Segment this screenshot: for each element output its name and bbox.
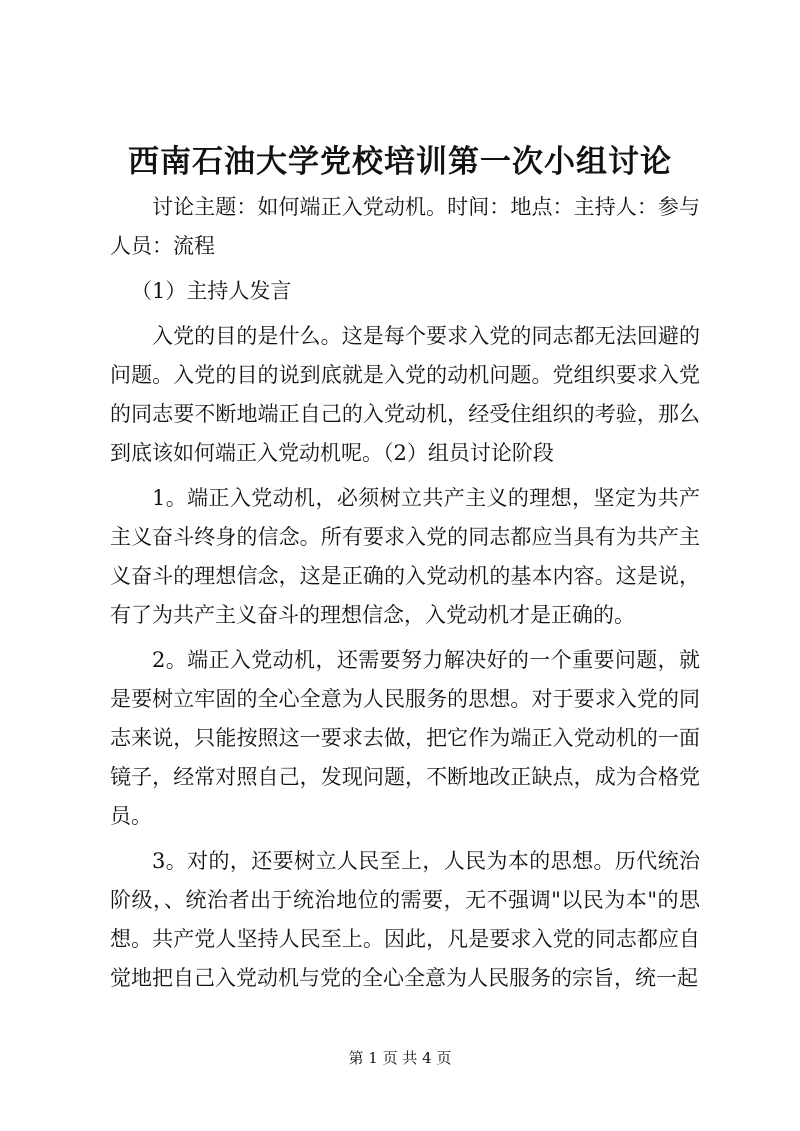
paragraph-purpose: 入党的目的是什么。这是每个要求入党的同志都无法回避的问题。入党的目的说到底就是入党的动机问题。党组织要求入党的同志要不断地端正自己的入党动机，经受住组织的考验，那么到底该如何端正入党动机呢。（2）组员讨论阶段 bbox=[110, 324, 700, 465]
document-body bbox=[110, 188, 700, 998]
paragraph-point-3: 3。对的，还要树立人民至上，人民为本的思想。历代统治阶级，、统治者出于统治地位的需要，无不强调"以民为本"的思想。共产党人坚持人民至上。因此，凡是要求入党的同志都应自觉地把自己入党动机与党的全心全意为人民服务的宗旨，统一起 bbox=[110, 849, 700, 990]
page-number-footer: 第 1 页 共 4 页 bbox=[348, 1049, 452, 1067]
paragraph-point-1: 1。端正入党动机，必须树立共产主义的理想，坚定为共产主义奋斗终身的信念。所有要求入党的同志都应当具有为共产主义奋斗的理想信念，这是正确的入党动机的基本内容。这是说，有了为共产主义奋斗的理想信念，入党动机才是正确的。 bbox=[110, 486, 700, 627]
paragraph-point-2: 2。端正入党动机，还需要努力解决好的一个重要问题，就是要树立牢固的全心全意为人民服务的思想。对于要求入党的同志来说，只能按照这一要求去做，把它作为端正入党动机的一面镜子，经常对照自己，发现问题，不断地改正缺点，成为合格党员。 bbox=[110, 648, 700, 828]
document-title: 西南石油大学党校培训第一次小组讨论 bbox=[128, 144, 672, 180]
paragraph-host-speech: （1）主持人发言 bbox=[131, 279, 292, 303]
paragraph-topic: 讨论主题：如何端正入党动机。时间：地点：主持人：参与人员：流程 bbox=[110, 195, 700, 258]
